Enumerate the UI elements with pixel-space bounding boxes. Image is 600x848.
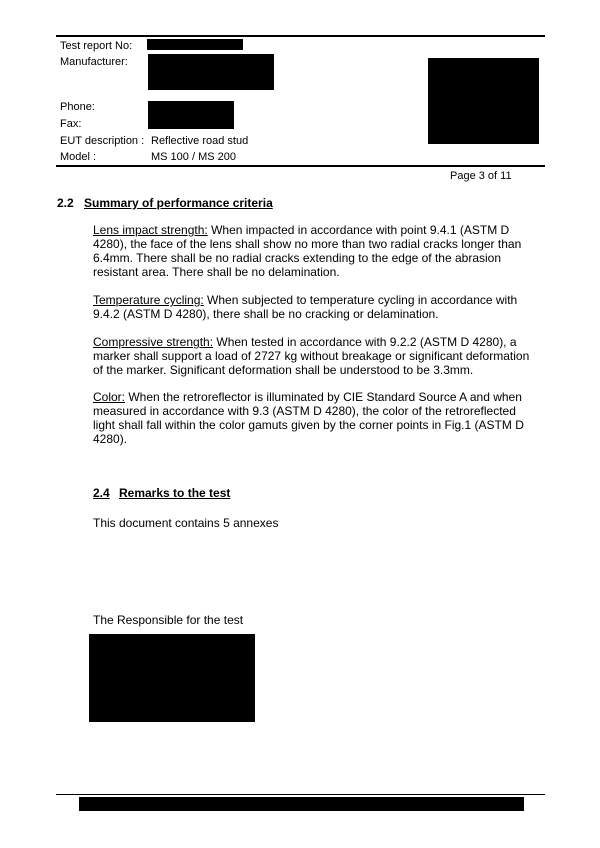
test-report-number-redaction (147, 39, 243, 50)
page-number: Page 3 of 11 (450, 170, 512, 182)
criterion-term: Temperature cycling: (93, 293, 204, 307)
header-bottom-rule (56, 165, 545, 167)
criterion-temperature-cycling (93, 293, 533, 321)
model-value: MS 100 / MS 200 (151, 151, 236, 163)
section-2-2-heading (57, 196, 273, 210)
signature-label: The Responsible for the test (93, 613, 244, 627)
manufacturer-label: Manufacturer: (60, 56, 128, 68)
criterion-term: Lens impact strength: (93, 223, 208, 237)
footer-redaction (79, 797, 524, 811)
criterion-text: When the retroreflector is illuminated by CIE Standard Source A and when measured in accordance with 9.3 (ASTM D 4280), the color of the retroreflected light shall fall within the color gamuts given by the corner points in Fig.1 (ASTM D 4280). (93, 390, 524, 446)
phone-fax-redaction (148, 101, 234, 129)
eut-description-value: Reflective road stud (151, 135, 249, 147)
header-top-rule (56, 35, 545, 37)
criterion-lens-impact (93, 223, 533, 279)
criterion-compressive-strength (93, 335, 533, 377)
criterion-term: Color: (93, 390, 126, 404)
footer-rule (56, 794, 545, 795)
section-2-2-title: Summary of performance criteria (84, 196, 273, 210)
criterion-text: When subjected to temperature cycling in accordance with 9.4.2 (ASTM D 4280), there shall be no cracking or delamination. (93, 293, 518, 321)
remarks-text: This document contains 5 annexes (93, 516, 279, 530)
criterion-term: Compressive strength: (93, 335, 214, 349)
signature-redaction (89, 634, 255, 722)
logo-redaction (428, 58, 539, 144)
section-2-2-number: 2.2 (57, 196, 74, 210)
criterion-text: When impacted in accordance with point 9.4.1 (ASTM D 4280), the face of the lens shall show no more than two radial cracks longer than 6.4mm. There shall be no radial cracks extending to the edge of the abrasion resistant area. There shall be no delamination. (93, 223, 522, 279)
manufacturer-redaction (148, 54, 274, 90)
section-2-4-heading (93, 486, 230, 500)
test-report-label: Test report No: (60, 40, 133, 52)
fax-label: Fax: (60, 118, 82, 130)
model-label: Model : (60, 151, 97, 163)
section-2-4-number: 2.4 (93, 486, 110, 500)
criterion-color (93, 390, 533, 446)
criterion-text: When tested in accordance with 9.2.2 (ASTM D 4280), a marker shall support a load of 2727 kg without breakage or significant deformation of the marker. Significant deformation shall be understood to be 3.3mm. (93, 335, 530, 377)
section-2-4-title: Remarks to the test (119, 486, 231, 500)
eut-description-label: EUT description : (60, 135, 145, 147)
phone-label: Phone: (60, 101, 95, 113)
